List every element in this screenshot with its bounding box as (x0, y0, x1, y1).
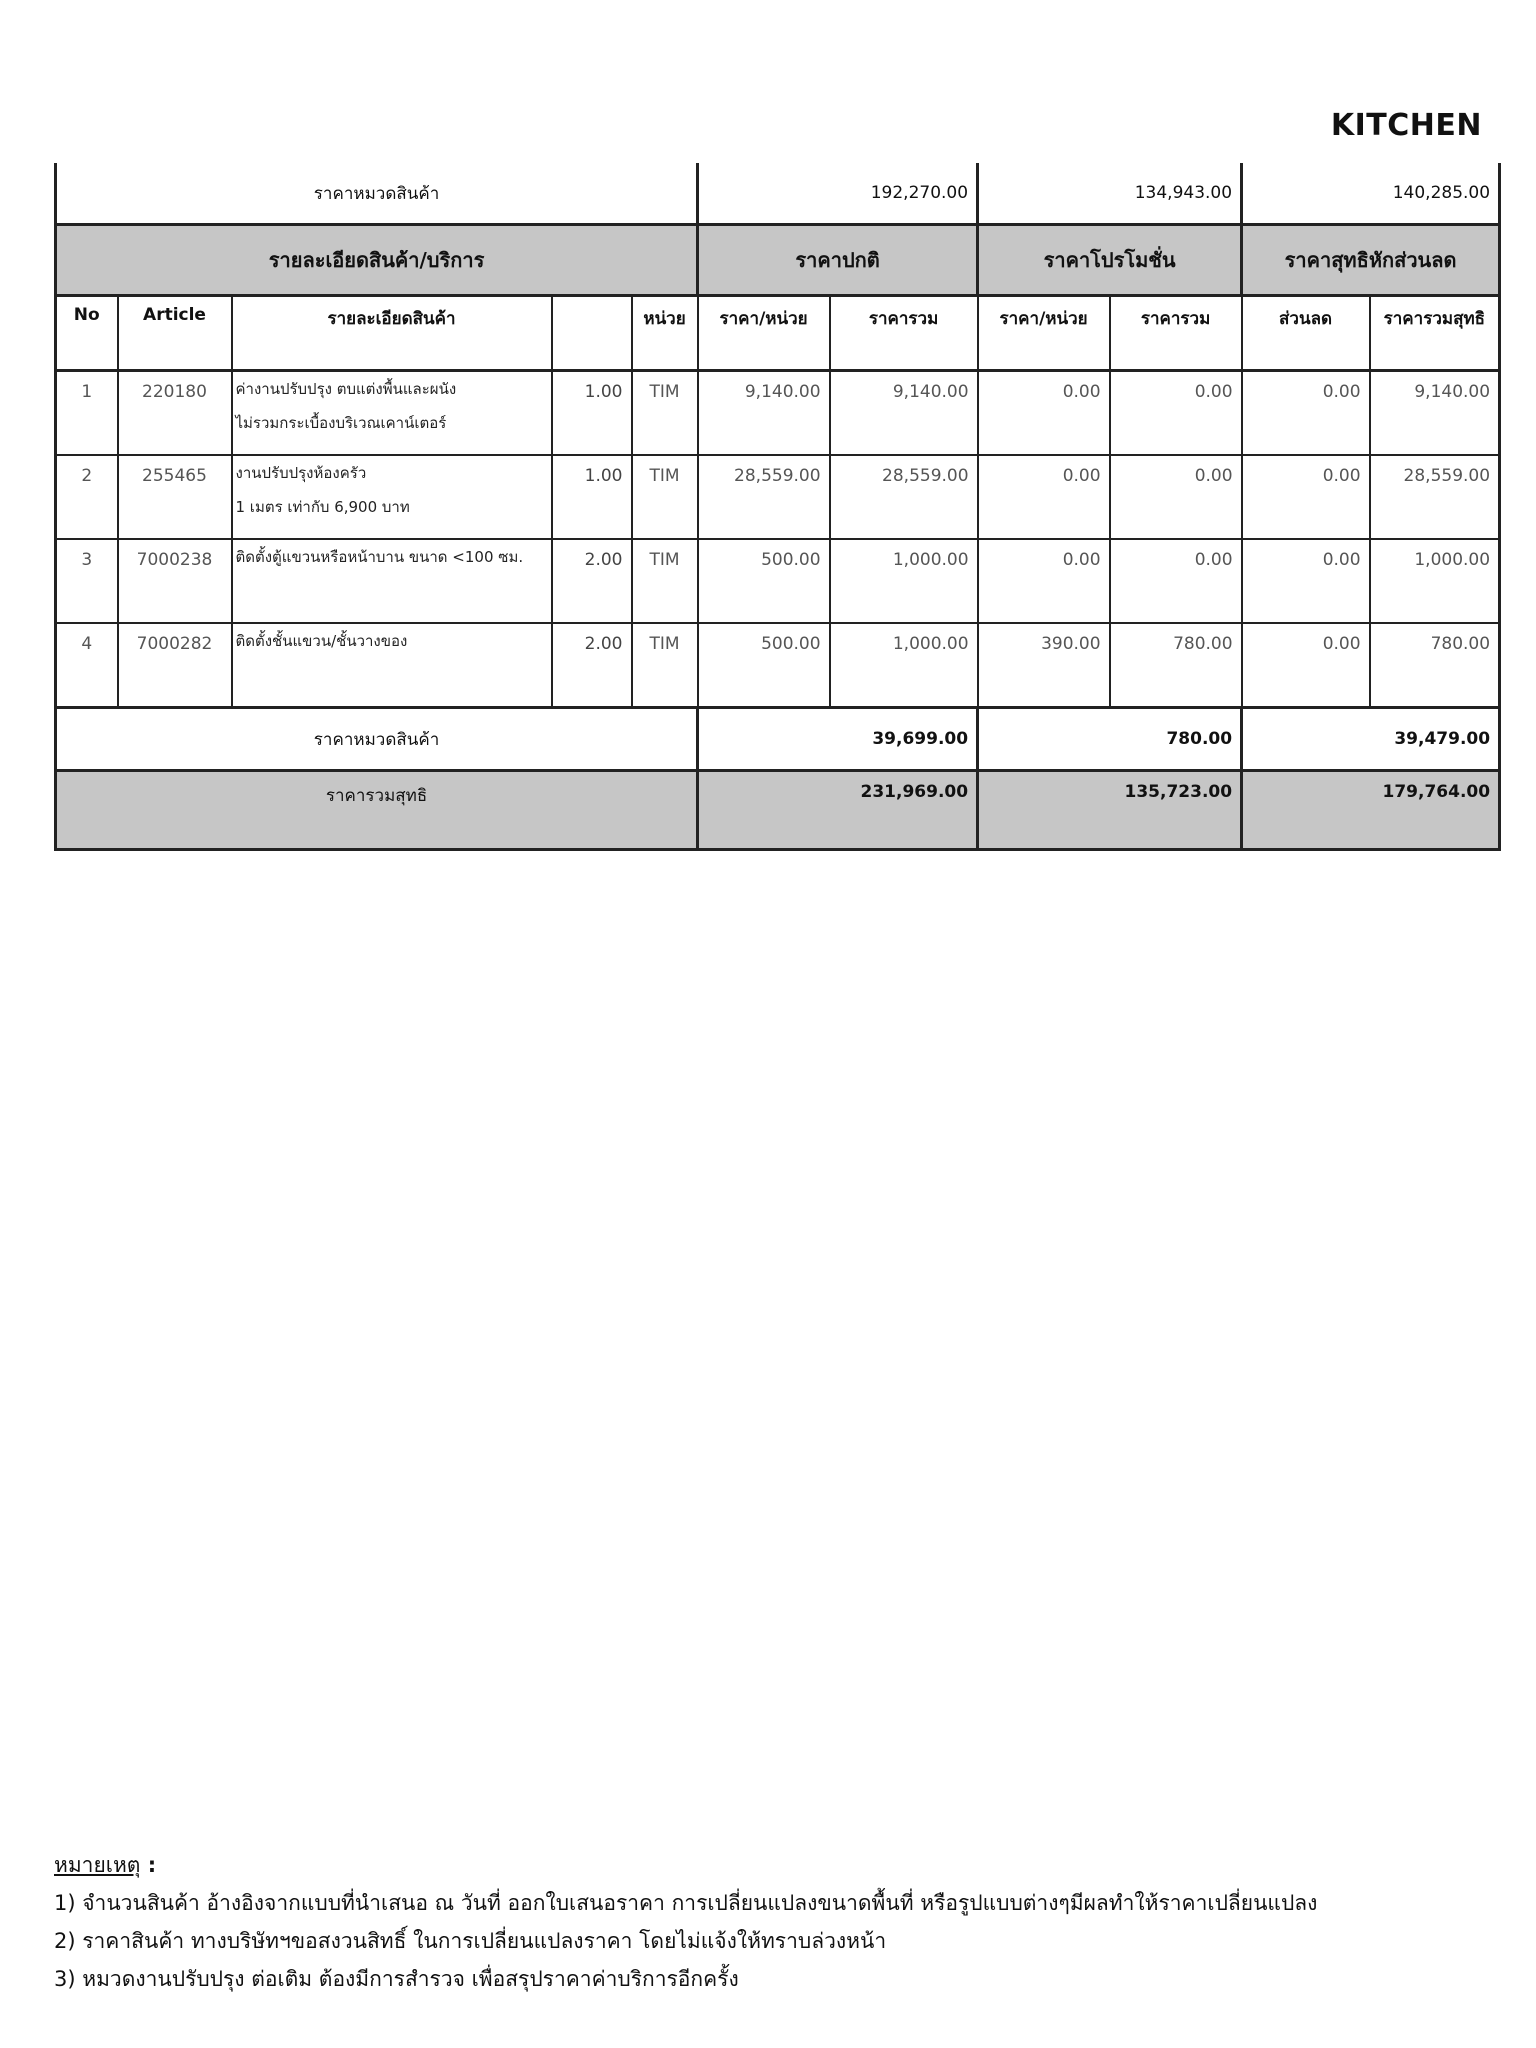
item-unit-price: 28,559.00 (698, 455, 830, 539)
item-promo-unit-price: 0.00 (978, 371, 1110, 456)
group-header-promo: ราคาโปรโมชั่น (978, 225, 1242, 296)
item-desc-line1: งานปรับปรุงห้องครัว (235, 464, 367, 482)
col-unit-price: ราคา/หน่วย (698, 296, 830, 371)
notes-colon: : (140, 1853, 157, 1877)
category-price-net: 140,285.00 (1242, 163, 1500, 225)
item-qty: 2.00 (552, 623, 632, 708)
item-promo-total: 0.00 (1110, 539, 1242, 623)
item-unit: TIM (632, 623, 698, 708)
column-header-row (56, 296, 1500, 371)
col-total: ราคารวม (830, 296, 978, 371)
item-total: 1,000.00 (830, 623, 978, 708)
item-promo-unit-price: 0.00 (978, 539, 1110, 623)
group-header-details: รายละเอียดสินค้า/บริการ (56, 225, 698, 296)
item-unit-price: 9,140.00 (698, 371, 830, 456)
table-row (56, 371, 1500, 456)
group-header-net: ราคาสุทธิหักส่วนลด (1242, 225, 1500, 296)
category-price-normal: 192,270.00 (698, 163, 978, 225)
table-row (56, 623, 1500, 708)
item-desc-line2: ไม่รวมกระเบื้องบริเวณเคาน์เตอร์ (235, 414, 447, 432)
col-qty (552, 296, 632, 371)
item-unit-price: 500.00 (698, 539, 830, 623)
item-no: 4 (56, 623, 118, 708)
subtotal-label: ราคาหมวดสินค้า (56, 708, 698, 771)
item-promo-total: 780.00 (1110, 623, 1242, 708)
item-promo-unit-price: 390.00 (978, 623, 1110, 708)
subtotal-row (56, 708, 1500, 771)
item-discount: 0.00 (1242, 539, 1370, 623)
grand-total-promo: 135,723.00 (978, 771, 1242, 850)
item-desc-line1: ค่างานปรับปรุง ตบแต่งพื้นและผนัง (235, 380, 457, 398)
item-net-total: 28,559.00 (1370, 455, 1500, 539)
item-qty: 1.00 (552, 371, 632, 456)
item-description (232, 455, 552, 539)
item-total: 9,140.00 (830, 371, 978, 456)
item-total: 1,000.00 (830, 539, 978, 623)
item-unit: TIM (632, 539, 698, 623)
table-row (56, 455, 1500, 539)
item-description (232, 623, 552, 708)
quotation-table (54, 163, 1501, 851)
subtotal-promo: 780.00 (978, 708, 1242, 771)
item-no: 1 (56, 371, 118, 456)
table-row (56, 539, 1500, 623)
group-header-row (56, 225, 1500, 296)
item-unit: TIM (632, 455, 698, 539)
col-discount: ส่วนลด (1242, 296, 1370, 371)
item-unit: TIM (632, 371, 698, 456)
item-qty: 2.00 (552, 539, 632, 623)
item-desc-line1: ติดตั้งชั้นแขวน/ชั้นวางของ (235, 632, 408, 650)
item-promo-unit-price: 0.00 (978, 455, 1110, 539)
col-unit: หน่วย (632, 296, 698, 371)
item-discount: 0.00 (1242, 455, 1370, 539)
item-article: 7000238 (118, 539, 232, 623)
col-promo-total: ราคารวม (1110, 296, 1242, 371)
grand-total-normal: 231,969.00 (698, 771, 978, 850)
subtotal-net: 39,479.00 (1242, 708, 1500, 771)
page-heading: KITCHEN (1330, 108, 1482, 143)
item-discount: 0.00 (1242, 623, 1370, 708)
subtotal-normal: 39,699.00 (698, 708, 978, 771)
item-promo-total: 0.00 (1110, 371, 1242, 456)
col-promo-unit-price: ราคา/หน่วย (978, 296, 1110, 371)
item-discount: 0.00 (1242, 371, 1370, 456)
category-price-row (56, 163, 1500, 225)
notes-heading (54, 1846, 1494, 1884)
notes-section (54, 1846, 1494, 1998)
item-article: 220180 (118, 371, 232, 456)
item-unit-price: 500.00 (698, 623, 830, 708)
item-description (232, 539, 552, 623)
note-line-3: 3) หมวดงานปรับปรุง ต่อเติม ต้องมีการสำรวจ เพื่อสรุปราคาค่าบริการอีกครั้ง (54, 1967, 739, 1991)
item-description (232, 371, 552, 456)
item-total: 28,559.00 (830, 455, 978, 539)
grand-total-label: ราคารวมสุทธิ (56, 771, 698, 850)
grand-total-net: 179,764.00 (1242, 771, 1500, 850)
col-article: Article (118, 296, 232, 371)
category-price-label: ราคาหมวดสินค้า (56, 163, 698, 225)
item-net-total: 780.00 (1370, 623, 1500, 708)
group-header-normal: ราคาปกติ (698, 225, 978, 296)
col-description: รายละเอียดสินค้า (232, 296, 552, 371)
col-no: No (56, 296, 118, 371)
item-article: 7000282 (118, 623, 232, 708)
item-desc-line1: ติดตั้งตู้แขวนหรือหน้าบาน ขนาด <100 ซม. (235, 548, 524, 566)
item-qty: 1.00 (552, 455, 632, 539)
item-desc-line2: 1 เมตร เท่ากับ 6,900 บาท (235, 498, 410, 516)
item-net-total: 9,140.00 (1370, 371, 1500, 456)
item-promo-total: 0.00 (1110, 455, 1242, 539)
item-no: 3 (56, 539, 118, 623)
category-price-promo: 134,943.00 (978, 163, 1242, 225)
col-net-total: ราคารวมสุทธิ (1370, 296, 1500, 371)
grand-total-row (56, 771, 1500, 850)
notes-title: หมายเหตุ (54, 1853, 141, 1877)
item-net-total: 1,000.00 (1370, 539, 1500, 623)
item-no: 2 (56, 455, 118, 539)
note-line-2: 2) ราคาสินค้า ทางบริษัทฯขอสงวนสิทธิ์ ในการเปลี่ยนแปลงราคา โดยไม่แจ้งให้ทราบล่วงหน้า (54, 1929, 887, 1953)
note-line-1: 1) จำนวนสินค้า อ้างอิงจากแบบที่นำเสนอ ณ วันที่ ออกใบเสนอราคา การเปลี่ยนแปลงขนาดพื้นที่ หรือรูปแบบต่างๆมีผลทำให้ราคาเปลี่ยนแปลง (54, 1891, 1318, 1915)
item-article: 255465 (118, 455, 232, 539)
